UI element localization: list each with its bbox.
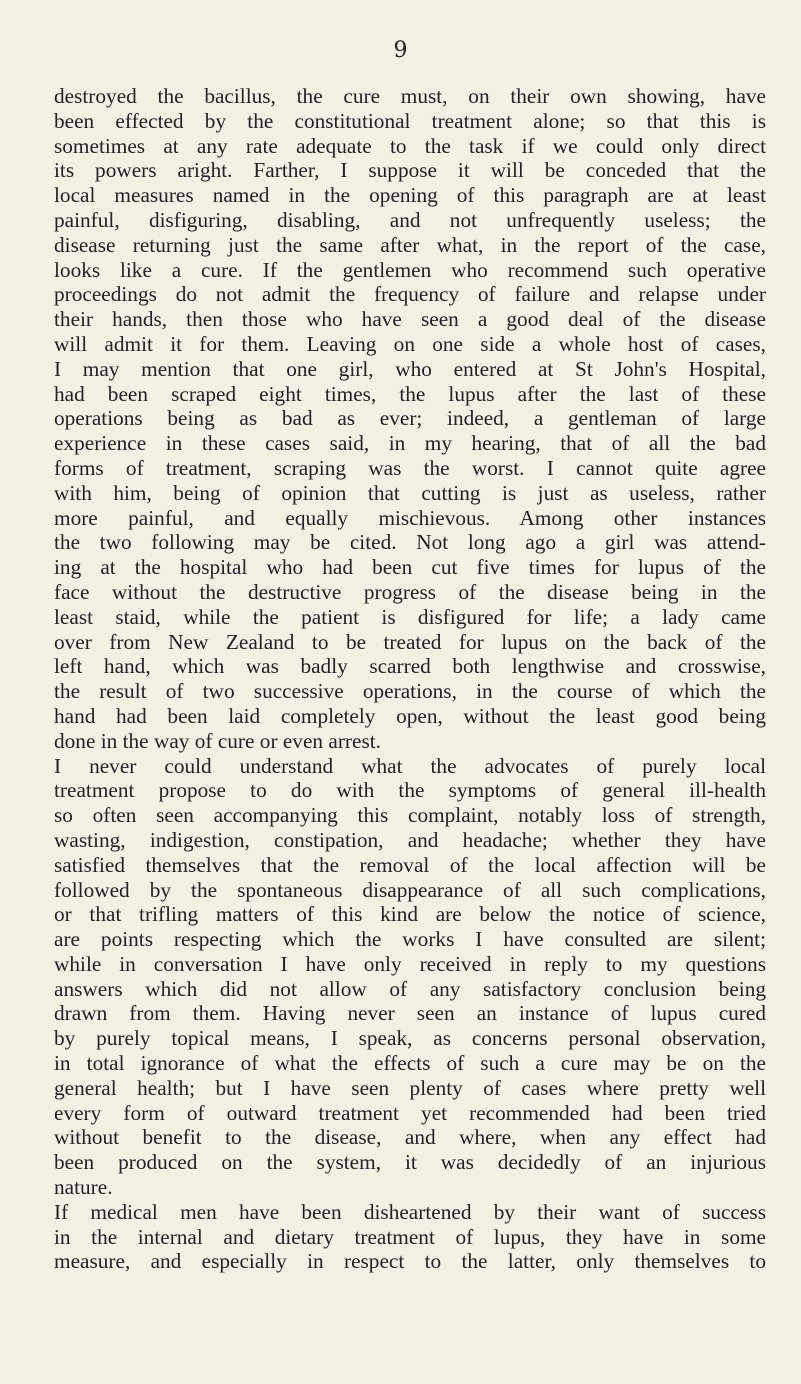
text-line: forms of treatment, scraping was the worst. I cannot quite agree (54, 455, 766, 480)
text-line: I never could understand what the advocates of purely local (54, 753, 766, 778)
text-line: followed by the spontaneous disappearance of all such complications, (54, 877, 766, 902)
text-line: wasting, indigestion, constipation, and headache; whether they have (54, 827, 766, 852)
text-line: answers which did not allow of any satisfactory conclusion being (54, 976, 766, 1001)
text-line: done in the way of cure or even arrest. (54, 728, 382, 753)
text-line: ing at the hospital who had been cut five times for lupus of the (54, 555, 766, 580)
text-line: been effected by the constitutional treatment alone; so that this is (54, 108, 766, 133)
text-line: general health; but I have seen plenty of cases where pretty well (54, 1075, 766, 1100)
text-line: destroyed the bacillus, the cure must, on their own showing, have (54, 84, 766, 108)
page-number: 9 (393, 38, 408, 63)
text-line: satisfied themselves that the removal of the local affection will be (54, 852, 766, 877)
text-line: experience in these cases said, in my hearing, that of all the bad (54, 431, 766, 456)
text-line: left hand, which was badly scarred both lengthwise and crosswise, (54, 654, 766, 679)
text-line: in total ignorance of what the effects of such a cure may be on the (54, 1051, 766, 1076)
text-line: looks like a cure. If the gentlemen who recommend such operative (54, 257, 766, 282)
text-line: its powers aright. Farther, I suppose it will be conceded that the (54, 158, 766, 183)
text-line: the result of two successive operations, in the course of which the (54, 679, 766, 704)
text-line: had been scraped eight times, the lupus after the last of these (54, 381, 766, 406)
text-line: least staid, while the patient is disfigured for life; a lady came (54, 604, 766, 629)
text-line: in the internal and dietary treatment of lupus, they have in some (54, 1224, 766, 1249)
body-text (54, 84, 766, 1274)
text-line: hand had been laid completely open, without the least good being (54, 703, 766, 728)
text-line: or that trifling matters of this kind are below the notice of science, (54, 902, 766, 927)
text-line: local measures named in the opening of this paragraph are at least (54, 183, 766, 208)
text-line: proceedings do not admit the frequency of failure and relapse under (54, 282, 766, 307)
text-line: while in conversation I have only received in reply to my questions (54, 951, 766, 976)
text-line: without benefit to the disease, and where, when any effect had (54, 1125, 766, 1150)
text-line: are points respecting which the works I have consulted are silent; (54, 927, 766, 952)
text-line: I may mention that one girl, who entered at St John's Hospital, (54, 356, 766, 381)
text-line: the two following may be cited. Not long ago a girl was attend- (54, 530, 766, 555)
text-line: measure, and especially in respect to the latter, only themselves to (54, 1249, 766, 1274)
text-line: drawn from them. Having never seen an instance of lupus cured (54, 1001, 766, 1026)
text-line: been produced on the system, it was decidedly of an injurious (54, 1150, 766, 1175)
text-line: with him, being of opinion that cutting is just as useless, rather (54, 480, 766, 505)
text-line: sometimes at any rate adequate to the task if we could only direct (54, 133, 766, 158)
text-line: their hands, then those who have seen a good deal of the disease (54, 307, 766, 332)
text-line: will admit it for them. Leaving on one side a whole host of cases, (54, 331, 766, 356)
text-line: so often seen accompanying this complaint, notably loss of strength, (54, 803, 766, 828)
text-line: face without the destructive progress of the disease being in the (54, 579, 766, 604)
text-line: nature. (54, 1175, 113, 1200)
text-line: by purely topical means, I speak, as concerns personal observation, (54, 1026, 766, 1051)
text-line: treatment propose to do with the symptoms of general ill-health (54, 778, 766, 803)
text-line: painful, disfiguring, disabling, and not unfrequently useless; the (54, 207, 766, 232)
text-line: more painful, and equally mischievous. Among other instances (54, 505, 766, 530)
text-line: disease returning just the same after what, in the report of the case, (54, 232, 766, 257)
text-line: every form of outward treatment yet recommended had been tried (54, 1100, 766, 1125)
text-line: operations being as bad as ever; indeed, a gentleman of large (54, 406, 766, 431)
text-line: over from New Zealand to be treated for lupus on the back of the (54, 629, 766, 654)
text-line: If medical men have been disheartened by their want of success (54, 1199, 766, 1224)
